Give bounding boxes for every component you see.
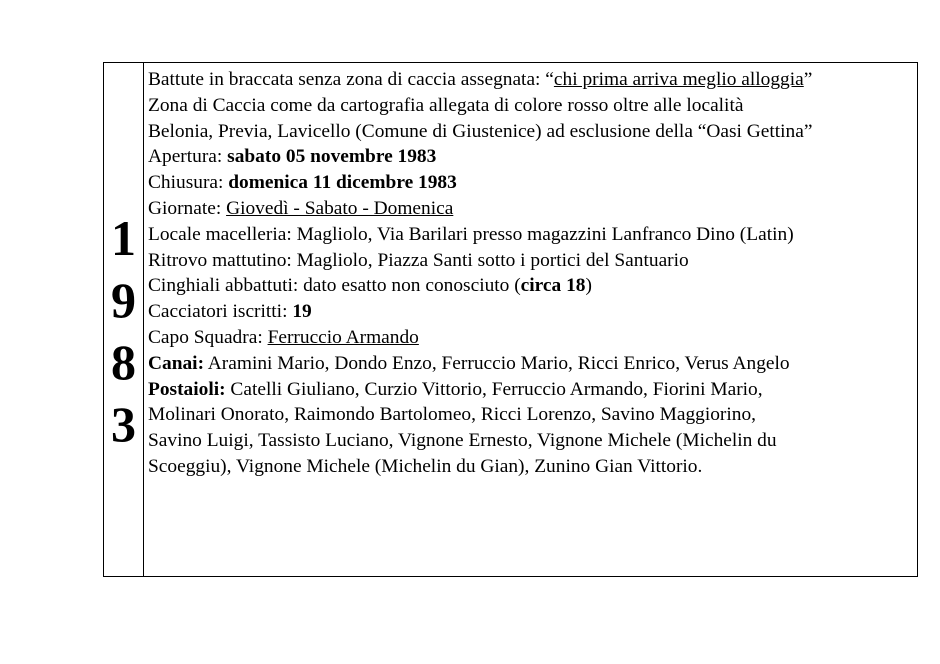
closing-label: Chiusura: — [148, 172, 229, 194]
hunters-line — [148, 299, 917, 325]
postaioli-line-3: Savino Luigi, Tassisto Luciano, Vignone Ernesto, Vignone Michele (Michelin du — [148, 430, 777, 452]
canai-label: Canai: — [148, 352, 205, 374]
opening-line — [148, 144, 917, 170]
hunters-label: Cacciatori iscritti: — [148, 301, 293, 323]
postaioli-line-1 — [148, 377, 917, 403]
opening-date: sabato 05 novembre 1983 — [227, 146, 437, 168]
hunt-motto: chi prima arriva meglio alloggia — [553, 69, 804, 90]
year-digit: 8 — [111, 334, 136, 390]
butchery-line: Locale macelleria: Magliolo, Via Barilari presso magazzini Lanfranco Dino (Latin) — [148, 223, 794, 245]
days-label: Giornate: — [148, 197, 227, 219]
year-digit: 3 — [111, 396, 136, 452]
season-record-table — [103, 62, 918, 577]
postaioli-line-4: Scoeggiu), Vignone Michele (Michelin du Gian), Zunino Gian Vittorio. — [148, 455, 703, 477]
boars-value: circa 18 — [520, 275, 586, 297]
year-digit: 9 — [111, 272, 136, 328]
zone-line-1: Zona di Caccia come da cartografia allegata di colore rosso oltre alle località — [148, 94, 744, 116]
meeting-line: Ritrovo mattutino: Magliolo, Piazza Santi sotto i portici del Santuario — [148, 249, 689, 271]
zone-line-2: Belonia, Previa, Lavicello (Comune di Giustenice) ad esclusione della “Oasi Gettina” — [148, 120, 813, 142]
boars-line — [148, 273, 917, 299]
season-details — [144, 63, 917, 576]
postaioli-label: Postaioli: — [148, 378, 226, 400]
year-column — [104, 63, 144, 576]
opening-label: Apertura: — [148, 146, 228, 168]
postaioli-line-2: Molinari Onorato, Raimondo Bartolomeo, Ricci Lorenzo, Savino Maggiorino, — [148, 404, 757, 426]
canai-names: Aramini Mario, Dondo Enzo, Ferruccio Mario, Ricci Enrico, Verus Angelo — [204, 352, 790, 374]
year-digit: 1 — [111, 210, 136, 266]
hunters-count: 19 — [292, 301, 312, 323]
leader-line — [148, 325, 917, 351]
paren-close: ) — [585, 275, 592, 297]
days-value: Giovedì - Sabato - Domenica — [226, 197, 454, 219]
hunt-type-line — [148, 67, 917, 93]
leader-label: Capo Squadra: — [148, 326, 268, 348]
leader-name: Ferruccio Armando — [267, 326, 419, 348]
closing-line — [148, 170, 917, 196]
quote-close: ” — [803, 69, 813, 90]
canai-line — [148, 351, 917, 377]
days-line — [148, 196, 917, 222]
closing-date: domenica 11 dicembre 1983 — [228, 172, 457, 194]
hunt-type-text: Battute in braccata senza zona di caccia assegnata: “ — [148, 69, 554, 90]
boars-label: Cinghiali abbattuti: dato esatto non conosciuto ( — [148, 275, 521, 297]
postaioli-names: Catelli Giuliano, Curzio Vittorio, Ferruccio Armando, Fiorini Mario, — [225, 378, 763, 400]
